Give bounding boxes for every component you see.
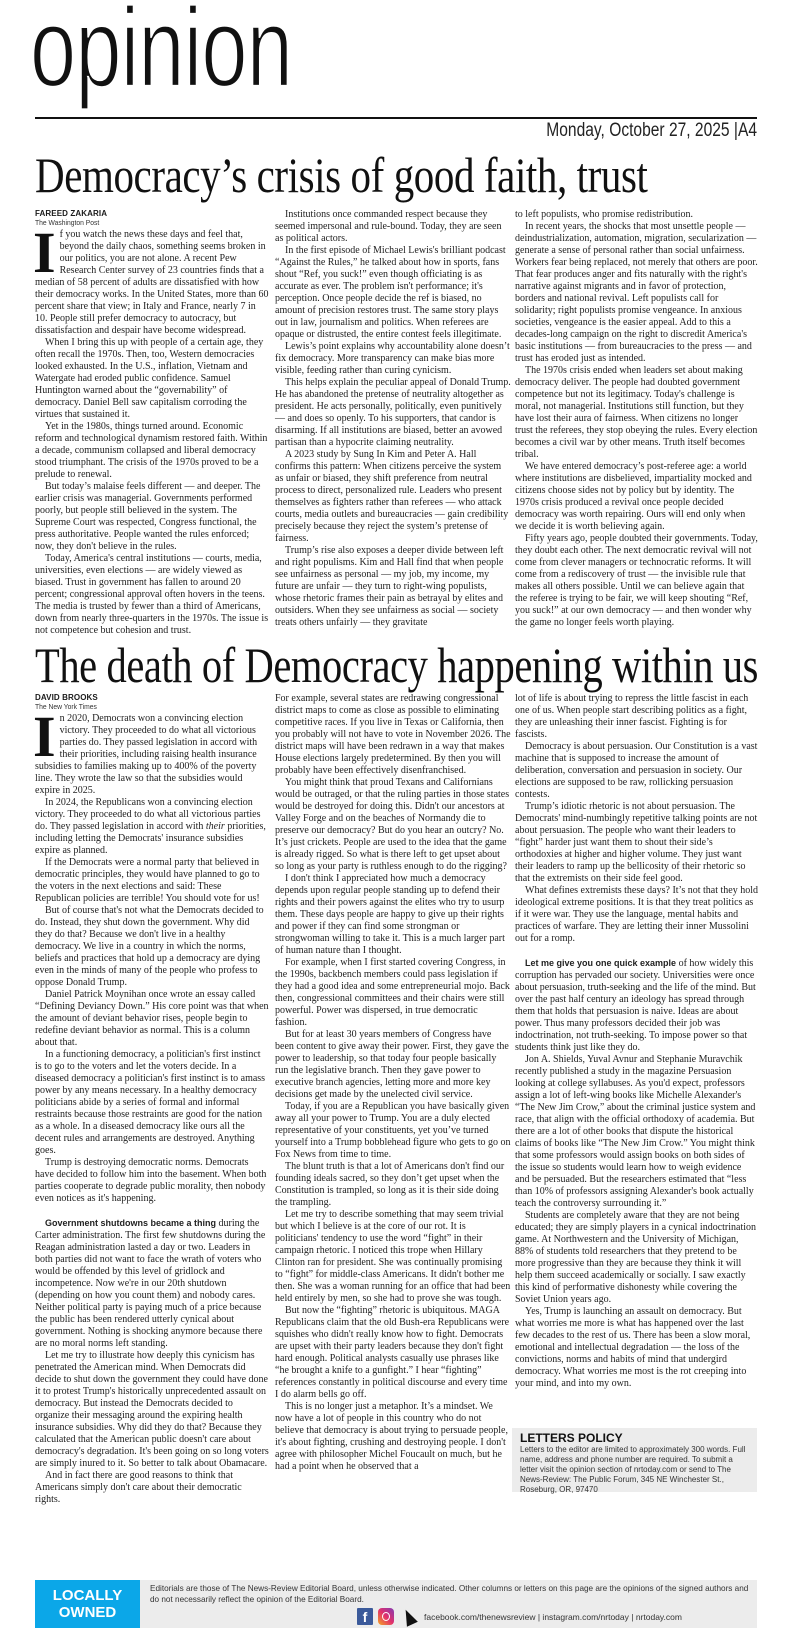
- article-column: [515, 209, 758, 629]
- paragraph: [275, 693, 511, 777]
- paragraph-text: Let me try to illustrate how deeply this cynicism has penetrated the American mind. When Democrats did decide to shut down the government they could have done it to protest Trump's historically unprecedented assault on democracy. But instead the Democrats decided to organize their messaging around the expiring health insurance subsidies. Why did they do that? Because they calculated that the American public doesn't care about democracy's degradation. It's been going on so long voters are simply inured to it. So better to talk about Obamacare.: [35, 1350, 269, 1469]
- paragraph-text: Yet in the 1980s, things turned around. Economic reform and technological dynamism restored faith. Within a decade, communism collapsed and liberal democracy stood triumphant. The crisis of the 1970s proved to be a prelude to renewal.: [35, 421, 268, 480]
- drop-cap: I: [33, 220, 56, 285]
- paragraph: [35, 905, 269, 989]
- paragraph: [35, 1470, 269, 1506]
- paragraph-text: Students are completely aware that they are not being educated; they are simply players in a cynical indoctrination game. At Northwestern and the University of Michigan, 88% of students told researchers that they pretend to be more progressive than they are because they think it will help them succeed academically or socially. I saw exactly this kind of performative dishonesty while covering the Soviet Union years ago.: [515, 1210, 757, 1305]
- paragraph-text: The 1970s crisis ended when leaders set about making democracy deliver. The people had doubted government competence but not its legitimacy. Today's challenge is moral, not managerial. Institutions still function, but they have lost their aura of fairness. When citizens no longer trust the referees, they stop obeying the rules. Every election becomes a civil war by other means. Truth itself becomes tribal.: [515, 365, 758, 460]
- paragraph-text: Daniel Patrick Moynihan once wrote an essay called “Defining Deviancy Down.” His core point was that when the amount of deviant behavior rises, people begin to redefine deviant behavior as normal. This is a column about that.: [35, 989, 269, 1048]
- paragraph-text: This helps explain the peculiar appeal of Donald Trump. He has abandoned the pretense of neutrality altogether as president. He acts personally, politically, even punitively — and does so openly. To his supporters, that candor is disarming. If all institutions are biased, better an avowed partisan than a hypocrite claiming neutrality.: [275, 377, 511, 448]
- paragraph: [35, 1217, 269, 1350]
- paragraph: [35, 1350, 269, 1470]
- paragraph-text: Today, if you are a Republican you have basically given away all your power to Trump. You are a duly elected representative of your constituents, yet you’ve turned yourself into a Trump bobblehead figure who gets to go on Fox News from time to time.: [275, 1101, 511, 1160]
- paragraph: [515, 1306, 758, 1390]
- social-links: [357, 1608, 682, 1625]
- paragraph-text: lot of life is about trying to repress the little fascist in each one of us. When people start describing politics as a fight, they are unleashing their inner fascist. Fighting is for fascists.: [515, 693, 749, 740]
- paragraph: [515, 1210, 758, 1306]
- paragraph-text: n 2020, Democrats won a convincing election victory. They proceeded to do what all victorious parties do. They passed legislation in accord with their priorities, including raising health insurance subsidies to families making up to 400% of the poverty line. They wrote the law so that the subsidies would expire in 2025.: [35, 713, 258, 796]
- paragraph: [515, 957, 758, 1054]
- paragraph: [515, 801, 758, 885]
- section-title: opinion: [30, 0, 293, 110]
- paragraph-text: Democracy is about persuasion. Our Constitution is a vast machine that is supposed to increase the amount of deliberation, conversation and persuasion in society. Our elections are supposed to be raw, rollicking persuasion contests.: [515, 741, 758, 800]
- paragraph-text: You might think that proud Texans and Californians would be outraged, or that the ruling parties in those states would be destroyed for doing this. Didn't our ancestors at Valley Forge and on the beaches of Normandy die to preserve our democracy? But do you hear an outcry? No. It’s just crickets. People are used to the idea that the game is already rigged. So what is there left to get upset about so long as your party is ruthless enough to do the rigging?: [275, 777, 510, 872]
- paragraph: [35, 421, 269, 481]
- paragraph: [35, 797, 269, 857]
- article-column: [275, 693, 511, 1473]
- paragraph-text: Trump’s rise also exposes a deeper divide between left and right populisms. Kim and Hall find that when people see unfairness as personal — my job, my income, my future are unfair — they turn to right-wing populists, whose rhetoric frames their pain as betrayal by elites and outsiders. When they see unfairness as social — society treats others unfairly — they gravitate: [275, 545, 504, 628]
- paragraph-text: In the first episode of Michael Lewis's brilliant podcast “Against the Rules,” he talked about how in sports, fans shout “Ref, you suck!” even though officiating is as accurate as ever. The problem isn't performance; it's perception. Once people decide the ref is biased, no amount of precision restores trust. The same story plays out in law, journalism and politics. When referees are opaque or distrusted, the entire contest feels illegitimate.: [275, 245, 506, 340]
- paragraph-text: Fifty years ago, people doubted their governments. Today, they doubt each other. The next democratic revival will not come from clever managers or technocratic reforms. It will come from a rediscovery of trust — the invisible rule that makes all others possible. Until we can believe again that the referee is trying to be fair, we will keep shouting “Ref, you suck!” at our own democracy — and then wonder why the game no longer feels worth playing.: [515, 533, 758, 628]
- paragraph-text: f you watch the news these days and feel that, beyond the daily chaos, something seems broken in our politics, you are not alone. A recent Pew Research Center survey of 23 countries finds that a median of 58 percent of adults are dissatisfied with how their democracy works. In the United States, more than 60 percent share that view; in Italy and France, nearly 7 in 10. People still prefer democracy to autocracy, but dissatisfaction and despair have become widespread.: [35, 229, 269, 336]
- paragraph-text: In recent years, the shocks that most unsettle people — deindustrialization, automation, migration, secularization — generate a sense of personal rather than social unfairness. Workers fear being replaced, not merely that others are poor. That fear produces anger and fits naturally with the right's narrative against migrants and in favor of protection, borders and national revival. Left populists call for solidarity; right populists promise vengeance. In anxious societies, vengeance is the easier appeal. Add to this a decades-long campaign on the right to discredit America's basic institutions — from bureaucracies to the press — and trust has eroded just as intended.: [515, 221, 758, 364]
- paragraph-text: In a functioning democracy, a politician's first instinct is to go to the voters and let the voters decide. In a diseased democracy a politician's first instinct is to amass power by any means necessary. In a healthy democracy politicians abide by a series of formal and informal restraints because those restraints are good for the nation as a whole. In a diseased democracy like ours all the decent rules and arrangements are destroyed. Anything goes.: [35, 1049, 266, 1156]
- paragraph: [35, 337, 269, 421]
- paragraph: [275, 377, 511, 449]
- paragraph: [275, 1101, 511, 1161]
- article-headline: Democracy’s crisis of good faith, trust: [35, 147, 648, 203]
- paragraph-text: A 2023 study by Sung In Kim and Peter A. Hall confirms this pattern: When citizens perceive the system as unfair or biased, they shift preference from neutral process to direct, personalized rule. Leaders who present themselves as fighters rather than referees — who attack courts, media outlets and bureaucracies — gain credibility precisely because they reject the system’s pretense of fairness.: [275, 449, 509, 544]
- paragraph-text: But today’s malaise feels different — and deeper. The earlier crisis was managerial. Governments performed poorly, but people still believed in the system. The Supreme Court was respected, Congress functional, the press authoritative. People wanted the rules enforced; now, they don't believe in the rules.: [35, 481, 261, 552]
- paragraph: [275, 873, 511, 957]
- paragraph-text: Yes, Trump is launching an assault on democracy. But what worries me more is what has happened over the last few decades to the rest of us. There has been a slow moral, emotional and intellectual degradation — the loss of the convictions, norms and habits of mind that undergird democracy. What worries me most is the rot creeping into your mind, and into my own.: [515, 1306, 751, 1389]
- paragraph: [275, 1209, 511, 1305]
- paragraph-text: The blunt truth is that a lot of Americans don't find our founding ideals sacred, so they don’t get upset when the Constitution is trampled, so long as it is their side doing the trampling.: [275, 1161, 505, 1208]
- paragraph-text: Trump is destroying democratic norms. Democrats have decided to follow him into the basement. When both parties cooperate to degrade public morality, then nobody even notices as it's happening.: [35, 1157, 267, 1204]
- paragraph-text: I don't think I appreciated how much a democracy depends upon regular people standing up to defend their rights and their powers against the elites who try to usurp them. These days people are happy to give up their rights and power if they can find some strongman or strongwoman willing to take it. This is a much larger part of human nature than I thought.: [275, 873, 505, 956]
- instagram-icon[interactable]: [378, 1608, 394, 1625]
- paragraph-text: We have entered democracy’s post-referee age: a world where institutions are disbelieved, impartiality mocked and citizens choose sides not by policy but by identity. The 1970s crisis produced a revival once people decided democracy was worth repairing. Ours will end only when we decide it is worth believing again.: [515, 461, 752, 532]
- lead-in: Government shutdowns became a thing: [45, 1218, 217, 1228]
- author-name: FAREED ZAKARIA: [35, 209, 108, 218]
- paragraph-text: When I bring this up with people of a certain age, they often recall the 1970s. Then, too, Western democracies looked exhausted. In the U.S., inflation, Vietnam and Watergate had eroded public confidence. Samuel Huntington warned about the “governability” of democracy. Daniel Bell saw capitalism corroding the virtues that sustained it.: [35, 337, 264, 420]
- letters-policy-body: Letters to the editor are limited to approximately 300 words. Full name, address and phone number are required. To submit a letter visit the opinion section of nrtoday.com or send to The News-Review: The Public Forum, 345 NE Winchester St., Roseburg, OR, 97470: [520, 1445, 746, 1494]
- paragraph-text: during the Carter administration. The first few shutdowns during the Reagan administration lasted a day or two. Leaders in both parties did not want to face the wrath of voters who would be offended by this level of gridlock and incompetence. Now we're in our 20th shutdown (depending on how you count them) and nobody cares. Neither political party is paying much of a price because the public has been rendered utterly cynical about government. Nothing is shocking anymore because there are no moral norms left standing.: [35, 1218, 266, 1349]
- paragraph-text: In 2024, the Republicans won a convincing election victory. They proceeded to do what all victorious parties do. They passed legislation in accord with: [35, 797, 261, 832]
- footer-band: [35, 1580, 757, 1628]
- paragraph-text: For example, when I first started covering Congress, in the 1990s, backbench members could pass legislation if they had a good idea and some entrepreneurial mojo. Back then, congressional committees and their chairs were still powerful. Power was dispersed, in true democratic fashion.: [275, 957, 510, 1028]
- paragraph: [35, 857, 269, 905]
- facebook-icon[interactable]: f: [357, 1608, 373, 1625]
- paragraph: [515, 693, 758, 741]
- cursor-icon: [400, 1607, 418, 1627]
- header-rule: [35, 117, 757, 119]
- paragraph: [515, 1054, 758, 1210]
- paragraph-text: If the Democrats were a normal party that believed in democratic principles, they would have planned to go to the voters in the next elections and said: These Republican policies are terrible! You should vote for us!: [35, 857, 260, 904]
- paragraph: [35, 1157, 269, 1205]
- emphasis: their: [205, 821, 225, 832]
- author-name: DAVID BROOKS: [35, 693, 98, 702]
- article-column: [275, 209, 511, 629]
- paragraph: [275, 1305, 511, 1401]
- paragraph: [275, 245, 511, 341]
- paragraph: [275, 1161, 511, 1209]
- paragraph: [515, 885, 758, 945]
- paragraph: [515, 209, 758, 221]
- paragraph-text: Today, America's central institutions — courts, media, universities, even elections — are widely viewed as biased. Trust in government has fallen to around 20 percent; congressional approval often hovers in the teens. The media is trusted by fewer than a third of Americans, down from nearly three-quarters in the 1970s. The issue is not competence but cohesion and trust.: [35, 553, 269, 636]
- locally-owned-badge: [35, 1580, 140, 1628]
- paragraph-text: of how widely this corruption has pervaded our society. Universities were once about persuasion, truth-seeking and the life of the mind. But over the past half century an ideology has spread through them that holds that persuasion is naive. Ideas are about power. Thus many professors decided their job was indoctrination, not truth-seeking. To impose power so that students think just like they do.: [515, 958, 756, 1053]
- paragraph-text: to left populists, who promise redistribution.: [515, 209, 694, 220]
- paragraph: [275, 449, 511, 545]
- paragraph-text: What defines extremists these days? It’s not that they hold ideological extreme positions. It is that they treat politics as if it were war. They use the language, mental habits and practices of warfare. They are letting their inner Mussolini out for a romp.: [515, 885, 758, 944]
- author-outlet: The New York Times: [35, 702, 97, 711]
- editorial-disclaimer: Editorials are those of The News-Review Editorial Board, unless otherwise indicated. Other columns or letters on this page are the opinions of the signed authors and do not necessarily reflect the opinion of the Editorial Board.: [150, 1584, 749, 1604]
- paragraph: [35, 1049, 269, 1157]
- paragraph: [35, 553, 269, 637]
- paragraph-text: This is no longer just a metaphor. It’s a mindset. We now have a lot of people in this country who do not believe that democracy is about trying to persuade people, it's about fighting, crushing and destroying people. I don't agree with philosopher Michel Foucault on much, but he had a point when he observed that a: [275, 1401, 508, 1472]
- paragraph: [515, 365, 758, 461]
- article-column: [515, 693, 758, 1390]
- lead-in: Let me give you one quick example: [525, 958, 677, 968]
- paragraph: [35, 989, 269, 1049]
- paragraph-text: Jon A. Shields, Yuval Avnur and Stephanie Muravchik recently published a study in the magazine Persuasion looking at college syllabuses. As you'd expect, professors assign a lot of left-wing books like Michelle Alexander's “The New Jim Crow,” about the criminal justice system and race, that align with the official orthodoxy of academia. But there are a lot of other books that dispute the historical claims of books like “The New Jim Crow.” You might think that some professors would assign books on both sides of the issue so students would learn how to weigh evidence and be persuaded. But the researchers estimated that “less than 10% of professors assigning Alexander's book actually teach the controversy surrounding it.”: [515, 1054, 756, 1209]
- paragraph-text: Let me try to describe something that may seem trivial but which I believe is at the core of our rot. It is politicians' tendency to use the word “fight” in their campaign rhetoric. I noticed this trope when Hillary Clinton ran for president. She was continually promising to “fight” for middle-class Americans. It didn't bother me then. She was a woman running for an office that had been held entirely by men, so she had to prove she was tough.: [275, 1209, 511, 1304]
- social-links-text[interactable]: facebook.com/thenewsreview | instagram.com/nrtoday | nrtoday.com: [424, 1611, 682, 1622]
- paragraph-text: Lewis’s point explains why accountability alone doesn’t fix democracy. More transparency can make bias more visible, feeding rather than curing cynicism.: [275, 341, 510, 376]
- paragraph: [35, 481, 269, 553]
- author-outlet: The Washington Post: [35, 218, 100, 227]
- letters-policy-box: [512, 1428, 757, 1492]
- paragraph: [275, 957, 511, 1029]
- paragraph: [515, 533, 758, 629]
- paragraph: [275, 545, 511, 629]
- paragraph-text: Trump’s idiotic rhetoric is not about persuasion. The Democrats' mind-numbingly repetitive talking points are not about persuasion. The people who want their leaders to “fight” harder just want them to shout their side’s orthodoxies at higher and higher volume. They just want their leaders to ramp up the bellicosity of their rhetoric so that the extremists on their side feel good.: [515, 801, 758, 884]
- paragraph-text: But now the “fighting” rhetoric is ubiquitous. MAGA Republicans claim that the old Bush-era Republicans were squishes who didn't really know how to fight. Democrats are upset with their party leaders because they don't fight hard enough. Political analysts casually use phrases like “he brought a knife to a gunfight.” I hear “fighting” references constantly in political discourse and every time I do alarm bells go off.: [275, 1305, 510, 1400]
- paragraph: [275, 1029, 511, 1101]
- paragraph: [275, 209, 511, 245]
- paragraph-text: But of course that's not what the Democrats decided to do. Instead, they shut down the government. Why did they do that? Because we don't live in a healthy democracy. We live in a country in which the norms, beliefs and practices that hold up a democracy are dying even in the minds of many of the people who profess to oppose Donald Trump.: [35, 905, 264, 988]
- locally-owned-label: LOCALLY OWNED: [52, 1587, 123, 1621]
- paragraph-text: Institutions once commanded respect because they seemed impersonal and rule-bound. Today, they are seen as political actors.: [275, 209, 502, 244]
- paragraph-text: For example, several states are redrawing congressional district maps to come as close as possible to eliminating competitive races. If you live in Texas or California, then you probably will not have to vote in November 2026. The district maps will have been redrawn in a way that makes House elections largely predetermined. By then you will probably have been effectively disenfranchised.: [275, 693, 511, 776]
- paragraph: [275, 341, 511, 377]
- paragraph: [515, 221, 758, 365]
- article-headline: The death of Democracy happening within us: [35, 637, 759, 693]
- paragraph-text: priorities, including letting the Democrats' insurance subsidies expire as planned.: [35, 821, 266, 856]
- dateline: Monday, October 27, 2025 |A4: [546, 120, 757, 141]
- paragraph-text: And in fact there are good reasons to think that Americans simply don't care about their democratic rights.: [35, 1470, 242, 1505]
- paragraph: [275, 777, 511, 873]
- letters-policy-title: LETTERS POLICY: [520, 1431, 623, 1445]
- paragraph: [275, 1401, 511, 1473]
- paragraph: [515, 461, 758, 533]
- paragraph-text: But for at least 30 years members of Congress have been content to give away their power. First, they gave the power to leadership, so that today four people basically run the legislative branch. Then they gave power to executive branch agencies, letting more and more key decisions get made by the unelected civil service.: [275, 1029, 509, 1100]
- paragraph: [515, 741, 758, 801]
- drop-cap: I: [33, 704, 56, 769]
